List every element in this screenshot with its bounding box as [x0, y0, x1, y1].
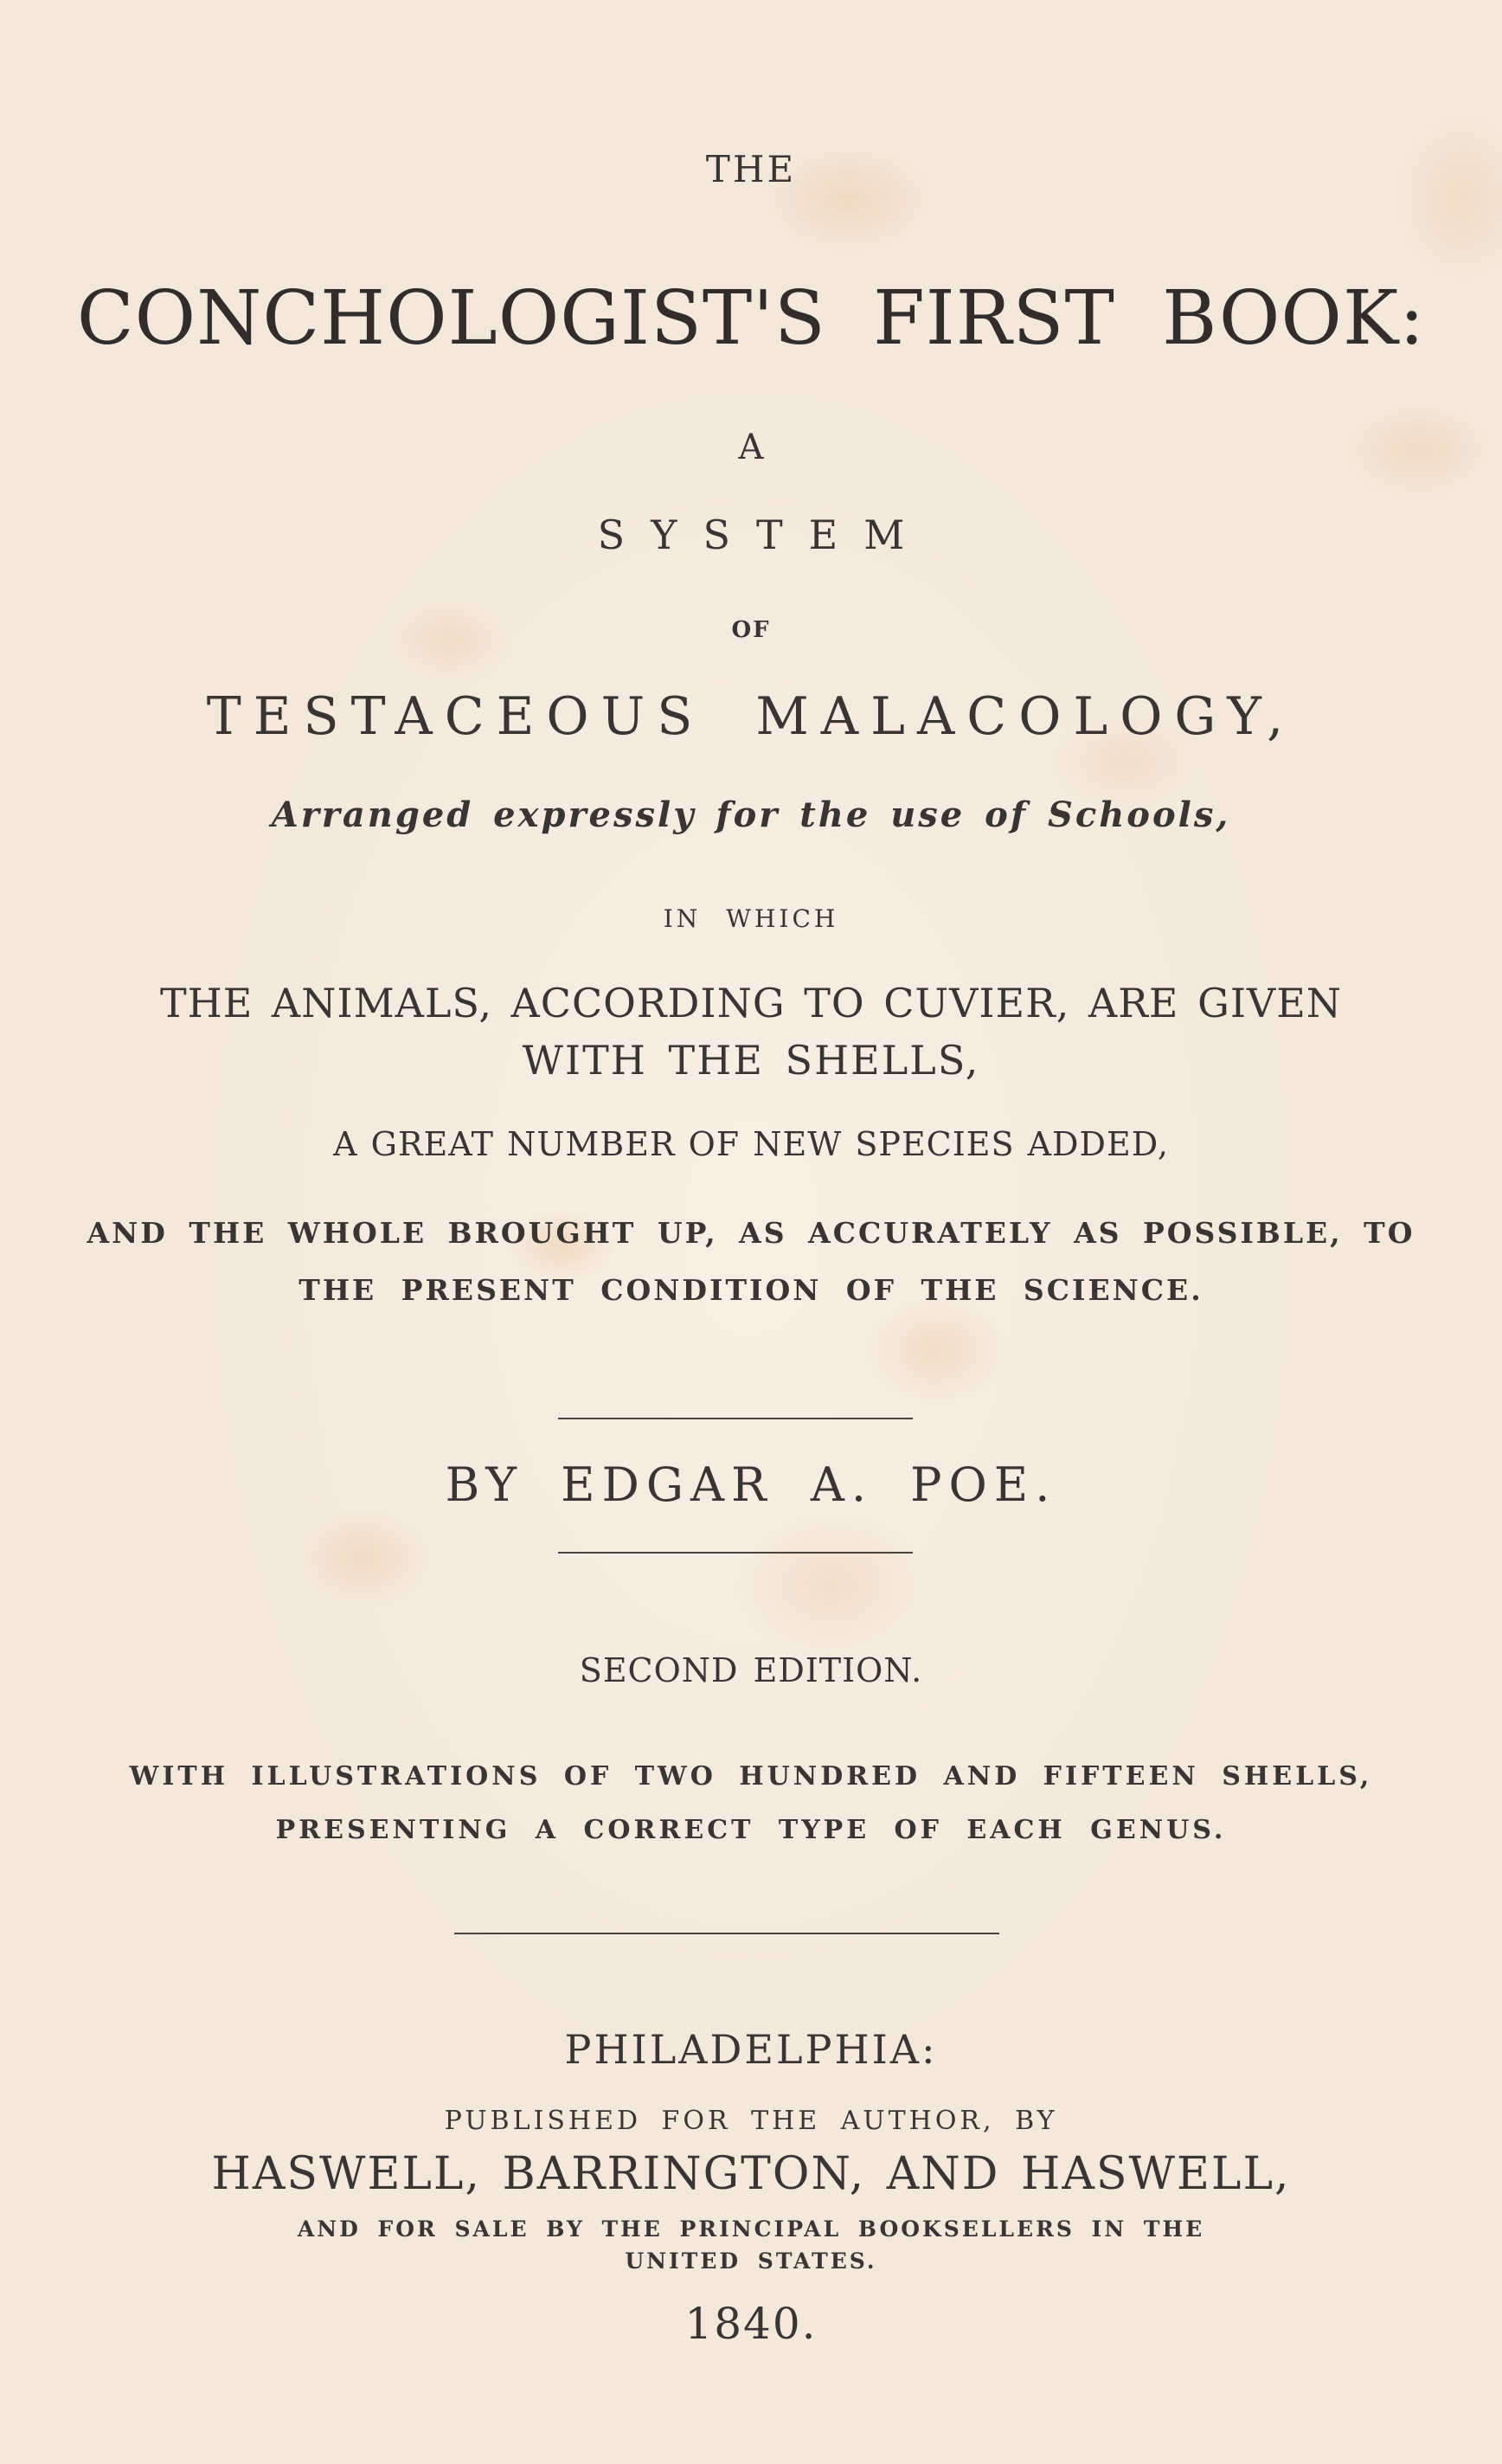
- author-line: BY EDGAR A. POE.: [445, 1457, 1057, 1512]
- in-which: IN WHICH: [663, 904, 839, 933]
- illustrations-line-2: PRESENTING A CORRECT TYPE OF EACH GENUS.: [275, 1815, 1227, 1845]
- subject-title: TESTACEOUS MALACOLOGY,: [206, 686, 1296, 747]
- species-line: A GREAT NUMBER OF NEW SPECIES ADDED,: [333, 1125, 1169, 1163]
- title-of: OF: [731, 617, 771, 643]
- animals-line-1: THE ANIMALS, ACCORDING TO CUVIER, ARE GIVEN: [159, 980, 1343, 1026]
- title-system: SYSTEM: [597, 511, 931, 558]
- title-the: THE: [705, 148, 797, 190]
- whole-line-2: THE PRESENT CONDITION OF THE SCIENCE.: [298, 1273, 1204, 1307]
- published-line: PUBLISHED FOR THE AUTHOR, BY: [444, 2106, 1058, 2136]
- animals-line-2: WITH THE SHELLS,: [522, 1037, 980, 1084]
- edition-line: SECOND EDITION.: [579, 1651, 923, 1689]
- divider-rule-2: [558, 1552, 913, 1554]
- main-title: CONCHOLOGIST'S FIRST BOOK:: [76, 275, 1426, 362]
- title-a: A: [738, 428, 764, 467]
- whole-line-1: AND THE WHOLE BROUGHT UP, AS ACCURATELY AS POSSIBLE, TO: [87, 1216, 1415, 1250]
- divider-rule-3: [454, 1933, 999, 1934]
- year-line: 1840.: [684, 2299, 818, 2349]
- sale-line-1: AND FOR SALE BY THE PRINCIPAL BOOKSELLERS IN THE: [297, 2216, 1205, 2242]
- illustrations-line-1: WITH ILLUSTRATIONS OF TWO HUNDRED AND FIFTEEN SHELLS,: [129, 1761, 1373, 1792]
- arranged-line: Arranged expressly for the use of Schools,: [271, 795, 1231, 835]
- sale-line-2: UNITED STATES.: [625, 2248, 877, 2274]
- divider-rule-1: [558, 1418, 913, 1419]
- publisher-line: HASWELL, BARRINGTON, AND HASWELL,: [211, 2148, 1291, 2200]
- city-line: PHILADELPHIA:: [564, 2026, 938, 2073]
